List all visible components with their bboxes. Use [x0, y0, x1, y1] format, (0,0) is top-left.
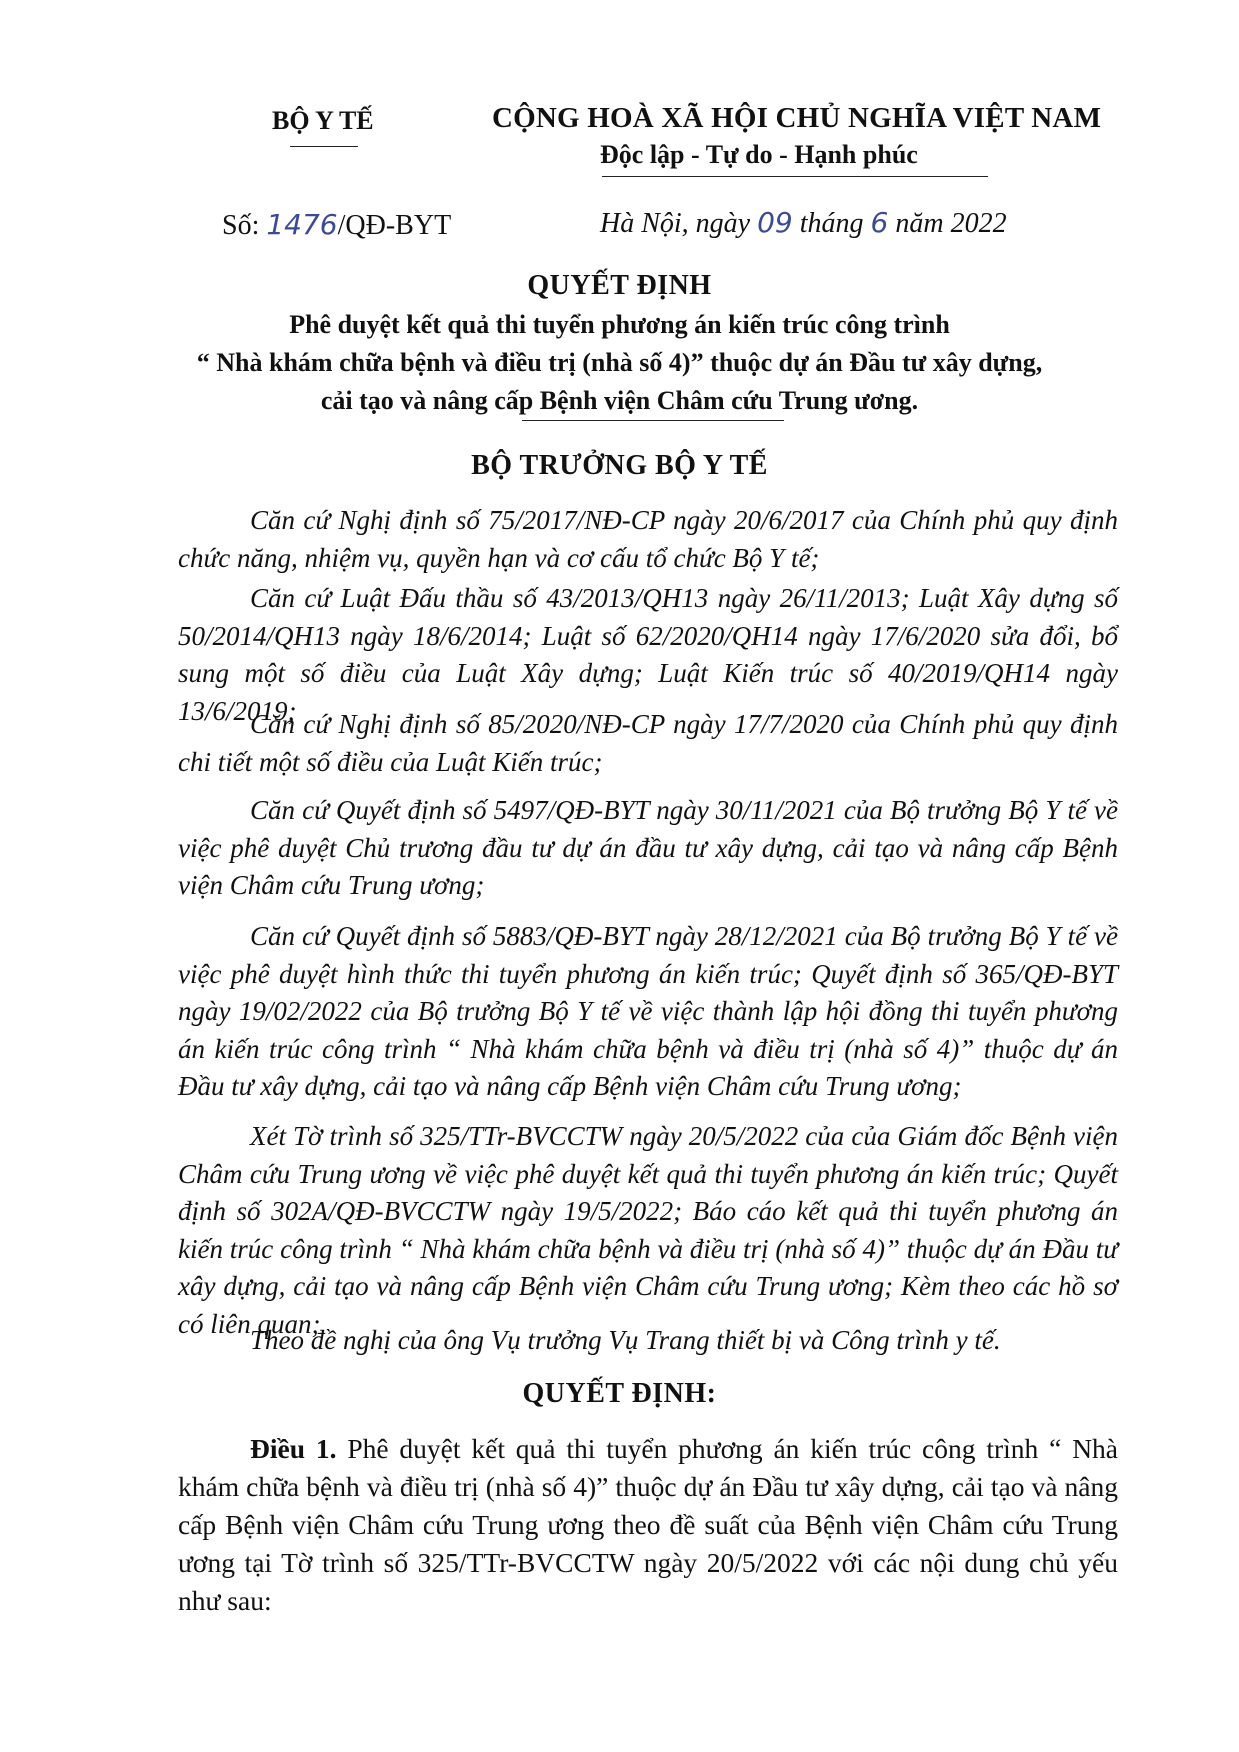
article-1	[178, 1430, 1118, 1620]
preamble-paragraph: Căn cứ Nghị định số 75/2017/NĐ-CP ngày 20/6/2017 của Chính phủ quy định chức năng, nhiệm vụ, quyền hạn và cơ cấu tổ chức Bộ Y tế;	[178, 505, 1118, 573]
date-line	[600, 206, 1007, 240]
authority-heading: BỘ TRƯỞNG BỘ Y TẾ	[471, 450, 768, 481]
date-day-handwritten: 09	[757, 206, 793, 239]
date-month-handwritten: 6	[870, 206, 889, 239]
date-year-label: năm 2022	[888, 208, 1007, 239]
motto-underline	[602, 176, 988, 177]
doc-number-handwritten: 1476	[266, 208, 338, 241]
article-1-label: Điều 1.	[250, 1433, 337, 1464]
agency-underline	[290, 146, 358, 147]
document-title: QUYẾT ĐỊNH	[527, 270, 712, 301]
national-title: CỘNG HOÀ XÃ HỘI CHỦ NGHĨA VIỆT NAM	[492, 102, 1102, 134]
decision-heading: QUYẾT ĐỊNH:	[522, 1378, 717, 1409]
preamble-paragraph: Căn cứ Quyết định số 5883/QĐ-BYT ngày 28/12/2021 của Bộ trưởng Bộ Y tế về việc phê duyệt hình thức thi tuyển phương án kiến trúc; Quyết định số 365/QĐ-BYT ngày 19/02/2022 của Bộ trưởng Bộ Y tế về việc thành lập hội đồng thi tuyển phương án kiến trúc công trình “ Nhà khám chữa bệnh và điều trị (nhà số 4)” thuộc dự án Đầu tư xây dựng, cải tạo và nâng cấp Bệnh viện Châm cứu Trung ương;	[178, 921, 1118, 1101]
preamble-paragraph: Theo đề nghị của ông Vụ trưởng Vụ Trang thiết bị và Công trình y tế.	[250, 1325, 1001, 1355]
doc-number-prefix: Số:	[222, 210, 267, 241]
preamble-paragraph: Căn cứ Quyết định số 5497/QĐ-BYT ngày 30/11/2021 của Bộ trưởng Bộ Y tế về việc phê duyệt Chủ trương đầu tư dự án đầu tư xây dựng, cải tạo và nâng cấp Bệnh viện Châm cứu Trung ương;	[178, 795, 1118, 900]
issuing-agency: BỘ Y TẾ	[272, 106, 374, 135]
national-motto: Độc lập - Tự do - Hạnh phúc	[600, 140, 918, 169]
preamble-paragraph: Căn cứ Luật Đấu thầu số 43/2013/QH13 ngày 26/11/2013; Luật Xây dựng số 50/2014/QH13 ngày 18/6/2014; Luật số 62/2020/QH14 ngày 17/6/2020 sửa đổi, bổ sung một số điều của Luật Xây dựng; Luật Kiến trúc số 40/2019/QH14 ngày 13/6/2019;	[178, 583, 1118, 726]
title-line-3: cải tạo và nâng cấp Bệnh viện Châm cứu Trung ương.	[320, 386, 919, 415]
article-1-text: Phê duyệt kết quả thi tuyển phương án kiến trúc công trình “ Nhà khám chữa bệnh và điều trị (nhà số 4)” thuộc dự án Đầu tư xây dựng, cải tạo và nâng cấp Bệnh viện Châm cứu Trung ương theo đề suất của Bệnh viện Châm cứu Trung ương tại Tờ trình số 325/TTr-BVCCTW ngày 20/5/2022 với các nội dung chủ yếu như sau:	[178, 1433, 1119, 1616]
preamble-paragraph: Xét Tờ trình số 325/TTr-BVCCTW ngày 20/5/2022 của của Giám đốc Bệnh viện Châm cứu Trung ương về việc phê duyệt kết quả thi tuyển phương án kiến trúc; Quyết định số 302A/QĐ-BVCCTW ngày 19/5/2022; Báo cáo kết quả thi tuyển phương án kiến trúc công trình “ Nhà khám chữa bệnh và điều trị (nhà số 4)” thuộc dự án Đầu tư xây dựng, cải tạo và nâng cấp Bệnh viện Châm cứu Trung ương; Kèm theo các hồ sơ có liên quan;	[178, 1121, 1118, 1339]
document-number	[222, 208, 451, 242]
date-month-label: tháng	[792, 208, 871, 239]
title-underline	[522, 420, 784, 421]
title-line-1: Phê duyệt kết quả thi tuyển phương án kiến trúc công trình	[289, 310, 950, 339]
doc-number-suffix: /QĐ-BYT	[337, 210, 452, 241]
preamble-paragraph: Căn cứ Nghị định số 85/2020/NĐ-CP ngày 17/7/2020 của Chính phủ quy định chi tiết một số điều của Luật Kiến trúc;	[178, 709, 1118, 777]
title-line-2: “ Nhà khám chữa bệnh và điều trị (nhà số 4)” thuộc dự án Đầu tư xây dựng,	[196, 348, 1043, 377]
date-place-day-label: Hà Nội, ngày	[600, 208, 758, 239]
